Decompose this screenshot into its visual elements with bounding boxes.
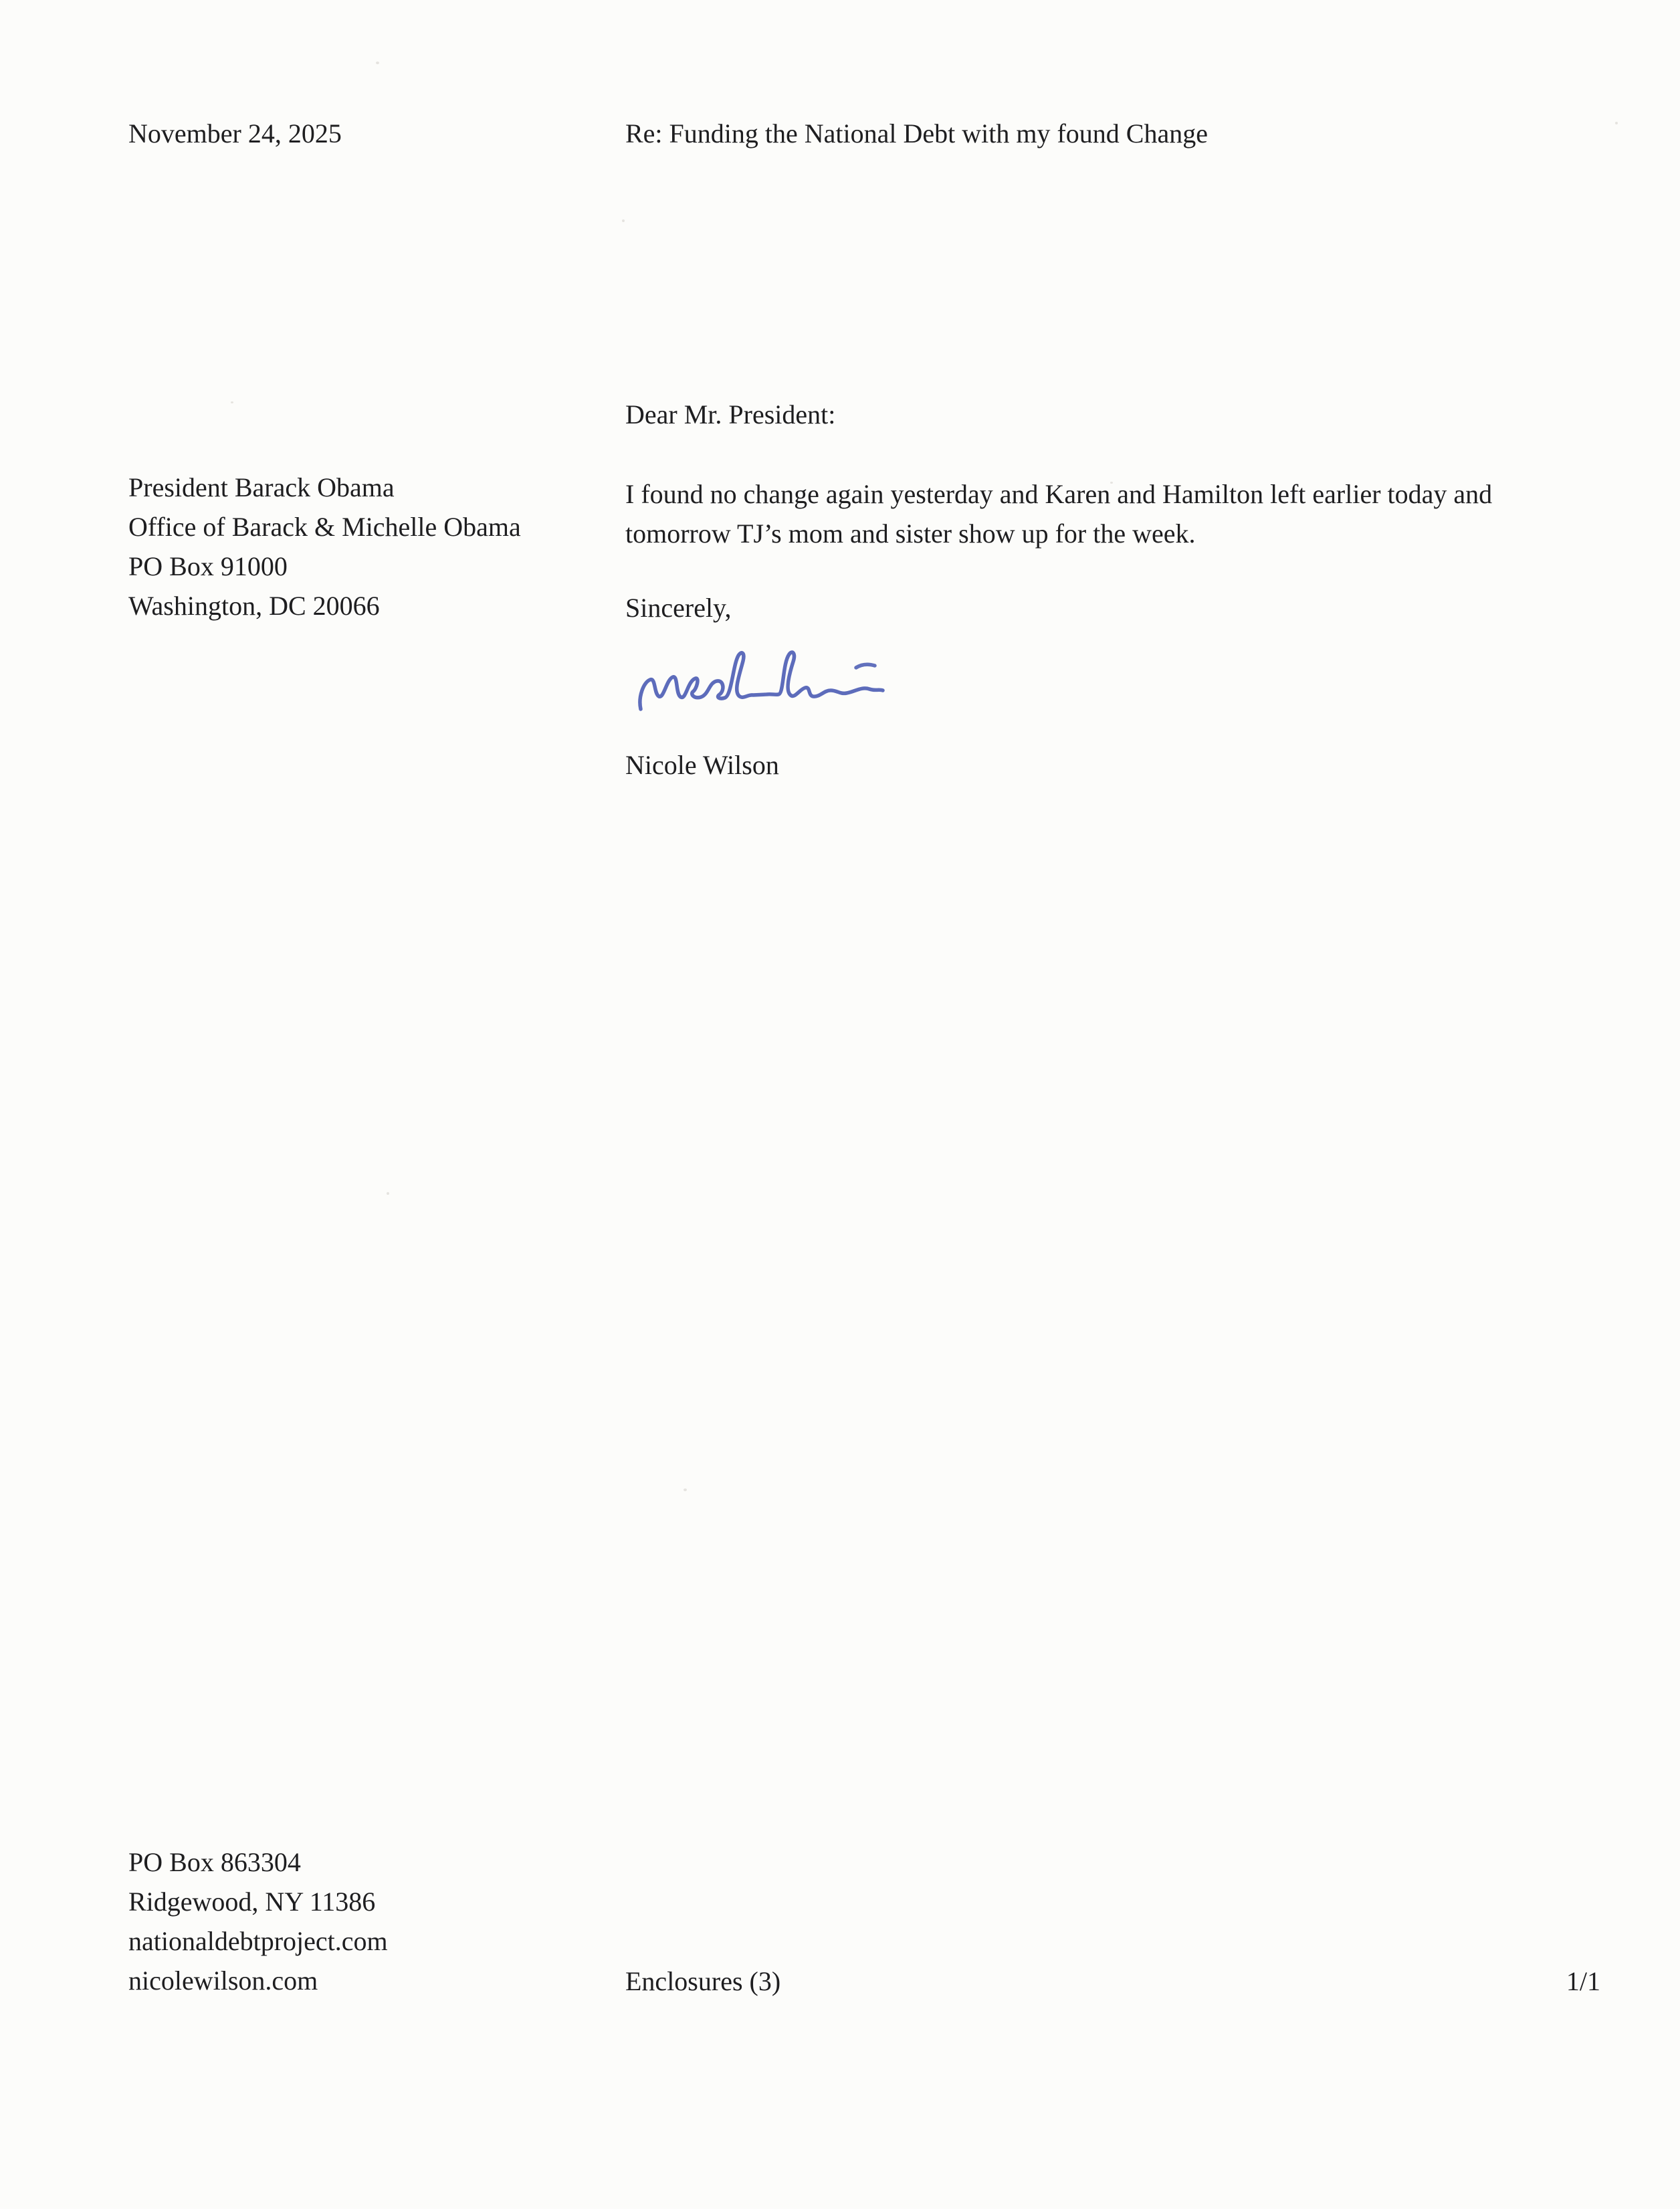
closing: Sincerely, [625,593,732,623]
handwritten-signature [634,630,903,725]
signature-ink-icon [634,630,903,725]
letter-subject: Re: Funding the National Debt with my found Change [625,118,1208,149]
enclosures-note: Enclosures (3) [625,1966,781,1996]
speck-dot [376,62,379,64]
sender-website-personal: nicolewilson.com [128,1965,318,1996]
sender-address-block [128,1842,388,2000]
speck-dot [622,219,625,222]
recipient-city-state-zip: Washington, DC 20066 [128,591,380,621]
recipient-po-box: PO Box 91000 [128,551,288,581]
page-number: 1/1 [1566,1966,1600,1996]
sender-city-state-zip: Ridgewood, NY 11386 [128,1887,376,1917]
letter-date: November 24, 2025 [128,118,342,149]
recipient-office: Office of Barack & Michelle Obama [128,512,521,542]
speck-dot [1615,122,1618,124]
signer-name: Nicole Wilson [625,750,779,780]
signature-main-stroke [640,652,883,709]
sender-po-box: PO Box 863304 [128,1847,301,1877]
speck-dot [1110,482,1113,484]
signature-dash-stroke [856,664,875,668]
recipient-address-block [128,468,521,626]
speck-dot [231,401,233,403]
recipient-name: President Barack Obama [128,472,395,502]
letter-body-paragraph: I found no change again yesterday and Karen and Hamilton left earlier today and tomorrow TJ’s mom and sister show up for the week. [625,479,1493,549]
speck-dot [387,1192,389,1195]
speck-dot [684,1488,687,1491]
salutation: Dear Mr. President: [625,399,836,429]
sender-website-project: nationaldebtproject.com [128,1926,388,1956]
